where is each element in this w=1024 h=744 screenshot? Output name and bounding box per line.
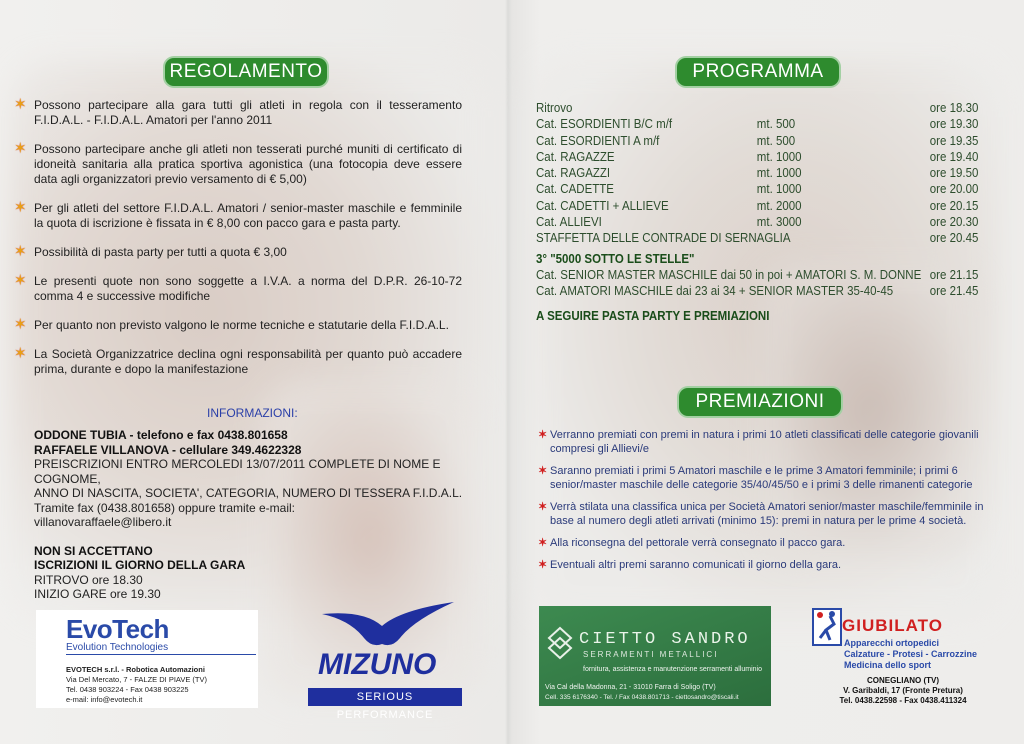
star-icon: ✶ [14,316,27,333]
giubilato-figure-icon [812,608,842,646]
no-accept-1: NON SI ACCETTANO [34,543,153,558]
asterisk-icon: ✶ [538,537,548,549]
mizuno-tagline: SERIOUS PERFORMANCE [308,688,462,706]
contact-oddone: ODDONE TUBIA - telefono e fax 0438.801658 [34,428,288,442]
table-row: Ritrovo ore 18.30 [536,101,979,115]
list-item: ✶ Eventuali altri premi saranno comunicati il giorno della gara. [538,559,842,571]
table-row: Cat. RAGAZZI mt. 1000 ore 19.50 [536,166,979,181]
inizio-time: INIZIO GARE ore 19.30 [34,587,161,601]
list-item: ✶ Possono partecipare anche gli atleti non tesserati purché muniti di certificato di idoneità sanitaria alla pratica sportiva agonistica (una fotocopia deve essere data agli organizzatori previo versamento di € 5,00) [14,140,462,186]
rules-list [14,98,462,391]
mizuno-wordmark: MIZUNO [318,648,437,681]
mizuno-runbird-icon [304,596,464,686]
list-item: ✶ La Società Organizzatrice declina ogni responsabilità per quanto può accadere prima, durante e dopo la manifestazione [14,345,462,376]
special-race-title: 3° "5000 SOTTO LE STELLE" [536,251,695,266]
star-icon: ✶ [14,243,27,260]
premiazioni-list [538,428,988,580]
list-item: ✶ Per gli atleti del settore F.I.D.A.L. Amatori / senior-master maschile e femminile la quota di iscrizione è fissata in € 8,00 con pacco gara e pasta party. [14,199,462,230]
info-block [34,428,474,602]
prescrizioni-line-3: Tramite fax (0438.801658) oppure tramite e-mail: [34,500,296,515]
programma-heading: PROGRAMMA [677,58,839,86]
evotech-logo: EvoTech Evolution Technologies EVOTECH s.r.l. - Robotica Automazioni Via Del Mercato, 7 - FALZE DI PIAVE (TV) Tel. 0438 903224 - Fax 0438 903225 e-mail: info@evotech.it [36,610,258,708]
table-row: Cat. CADETTI + ALLIEVE mt. 2000 ore 20.15 [536,198,979,213]
premiazioni-heading: PREMIAZIONI [679,388,841,416]
table-row: Cat. CADETTE mt. 1000 ore 20.00 [536,182,979,197]
email-link[interactable]: villanovaraffaele@libero.it [34,515,172,529]
table-row: Cat. RAGAZZE mt. 1000 ore 19.40 [536,149,979,164]
list-item: ✶ Possibilità di pasta party per tutti a quota € 3,00 [14,243,287,260]
window-frame-icon [547,626,573,660]
list-item: ✶ Saranno premiati i primi 5 Amatori maschile e le prime 3 Amatori femminile; i primi 6 senior/master maschile delle categorie 35/40/45/50 e i primi 3 delle rimanenti categorie [538,465,973,491]
evotech-name: EvoTech [66,614,169,644]
no-accept-2: ISCRIZIONI IL GIORNO DELLA GARA [34,558,246,572]
cietto-name: CIETTO SANDRO [579,630,751,649]
asterisk-icon: ✶ [538,501,548,513]
table-row: Cat. ESORDIENTI B/C m/f mt. 500 ore 19.30 [536,117,979,132]
star-icon: ✶ [14,345,27,362]
asterisk-icon: ✶ [538,429,548,441]
star-icon: ✶ [14,272,27,289]
list-item: ✶ Le presenti quote non sono soggette a I.V.A. a norma del D.P.R. 26-10-72 comma 4 e successive modifiche [14,272,462,303]
asterisk-icon: ✶ [538,465,548,477]
list-item: ✶ Verranno premiati con premi in natura i primi 10 atleti classificati delle categorie giovanili compresi gli Allievi/e [538,429,979,455]
giubilato-name: GIUBILATO [842,616,943,635]
cietto-sandro-logo: CIETTO SANDRO SERRAMENTI METALLICI fornitura, assistenza e manutenzione serramenti alluminio Via Cal della Madonna, 21 - 31010 Farra di Soligo (TV) Cell. 335 6176340 - Tel. / Fax 0438.801713 - ciettosandro@tiscali.it [539,606,771,706]
table-row: STAFFETTA DELLE CONTRADE DI SERNAGLIA ore 20.45 [536,231,979,246]
programma-table [536,101,986,325]
table-row: Cat. SENIOR MASTER MASCHILE dai 50 in poi + AMATORI S. M. DONNE ore 21.15 [536,267,979,282]
programma-footer: A SEGUIRE PASTA PARTY E PREMIAZIONI [536,308,770,323]
table-row: Cat. ESORDIENTI A m/f mt. 500 ore 19.35 [536,133,979,148]
asterisk-icon: ✶ [538,559,548,571]
contact-raffaele: RAFFAELE VILLANOVA - cellulare 349.4622328 [34,442,302,457]
prescrizioni-line-2: ANNO DI NASCITA, SOCIETA', CATEGORIA, NUMERO DI TESSERA F.I.D.A.L. [34,486,463,500]
star-icon: ✶ [14,199,27,216]
table-row: Cat. ALLIEVI mt. 3000 ore 20.30 [536,215,979,230]
table-row: Cat. AMATORI MASCHILE dai 23 ai 34 + SENIOR MASTER 35-40-45 ore 21.45 [536,284,979,299]
mizuno-logo [304,596,464,721]
star-icon: ✶ [14,140,27,157]
list-item: ✶ Verrà stilata una classifica unica per Società Amatori senior/master maschile/femminile in base al numero degli atleti arrivati (minimo 15): premi in natura per le prime 4 società. [538,501,984,527]
info-title: INFORMAZIONI: [207,406,298,420]
giubilato-logo: GIUBILATO Apparecchi ortopedici Calzature - Protesi - Carrozzine Medicina dello sport CONEGLIANO (TV) V. Garibaldi, 17 (Fronte Pretura) Tel. 0438.22598 - Fax 0438.411324 [808,606,998,710]
regolamento-heading: REGOLAMENTO [165,58,327,86]
evotech-tagline: Evolution Technologies [66,642,169,653]
list-item: ✶ Per quanto non previsto valgono le norme tecniche e statutarie della F.I.D.A.L. [14,316,449,333]
ritrovo-time: RITROVO ore 18.30 [34,572,143,587]
list-item: ✶ Possono partecipare alla gara tutti gli atleti in regola con il tesseramento F.I.D.A.L. - F.I.D.A.L. Amatori per l'anno 2011 [14,96,462,127]
list-item: ✶ Alla riconsegna del pettorale verrà consegnato il pacco gara. [538,537,846,549]
star-icon: ✶ [14,96,27,113]
prescrizioni-line-1: PREISCRIZIONI ENTRO MERCOLEDI 13/07/2011 COMPLETE DI NOME E COGNOME, [34,457,441,486]
